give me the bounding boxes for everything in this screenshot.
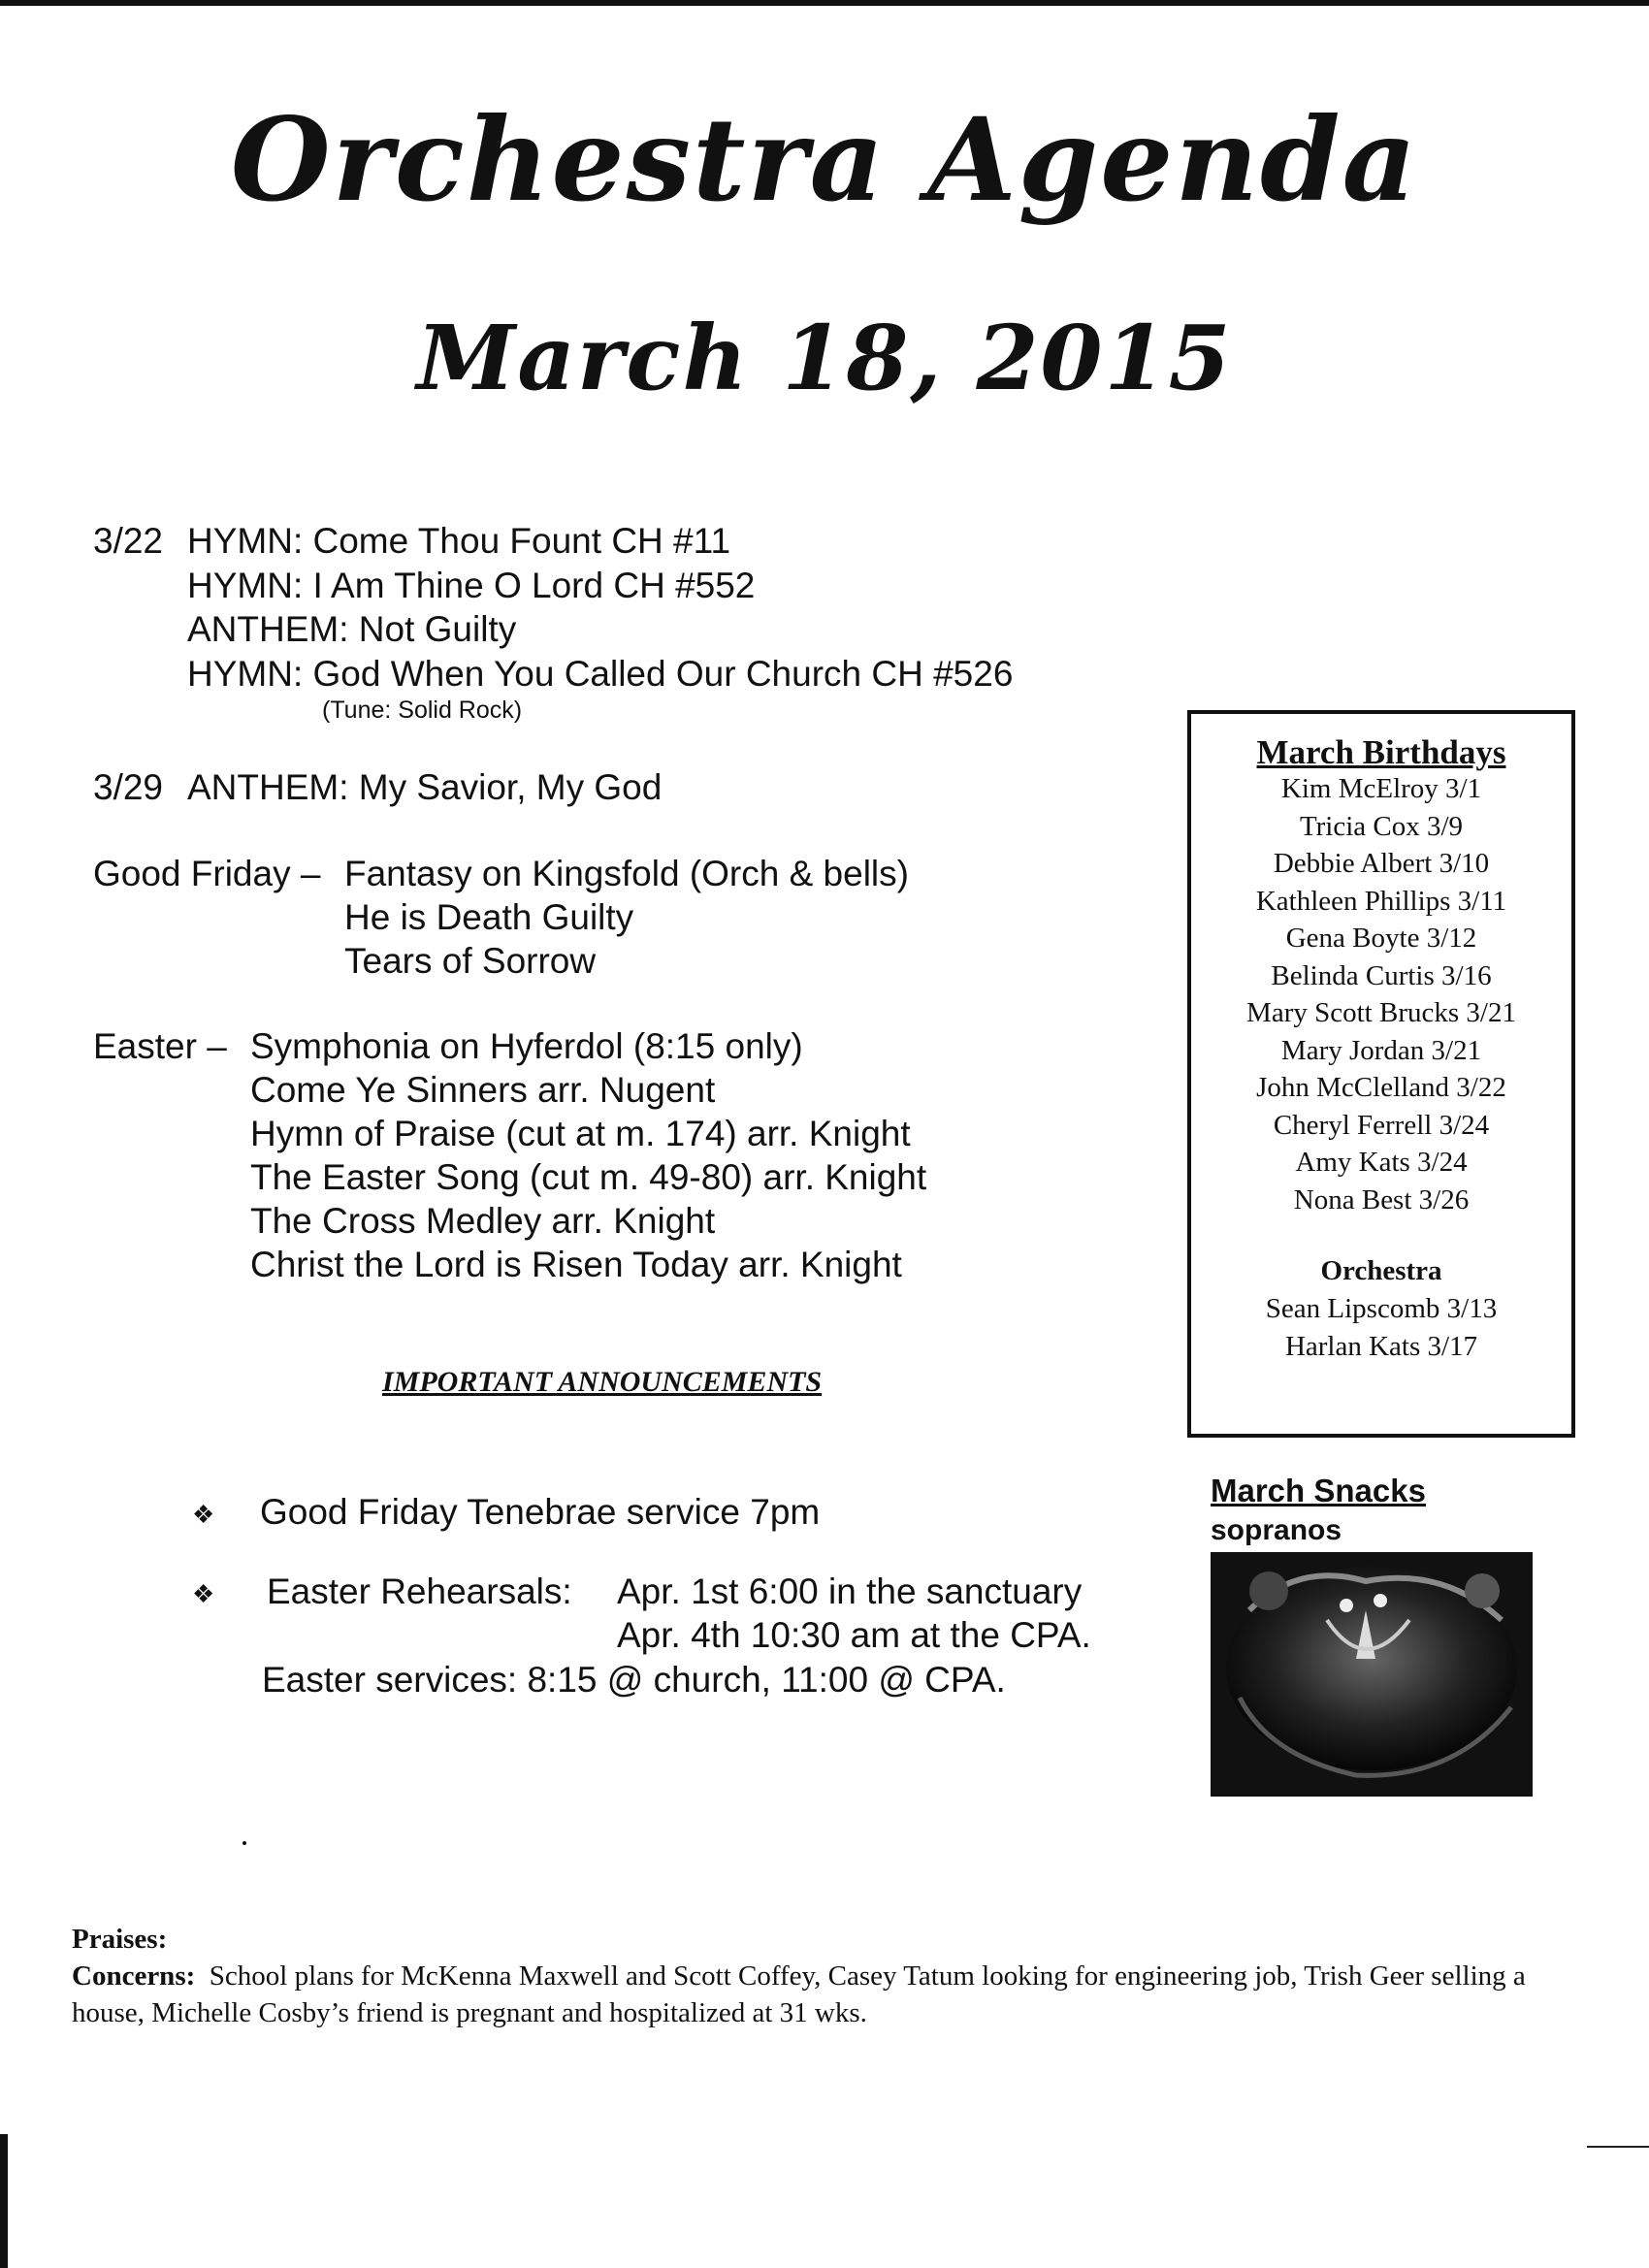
scan-edge-mark [0,2134,8,2268]
agenda-item: HYMN: God When You Called Our Church CH #526 [187,654,1014,694]
birthday-entry: John McClelland 3/22 [1256,1072,1506,1103]
announcements-heading: IMPORTANT ANNOUNCEMENTS [382,1366,823,1398]
birthday-entry: Amy Kats 3/24 [1295,1147,1468,1178]
agenda-item: ANTHEM: Not Guilty [187,609,517,649]
diamond-bullet-icon: ❖ [192,1500,215,1529]
page-title: Orchestra Agenda [230,92,1419,227]
agenda-item: HYMN: I Am Thine O Lord CH #552 [187,566,756,605]
diamond-bullet-icon: ❖ [192,1579,215,1608]
birthday-entry: Debbie Albert 3/10 [1273,848,1490,879]
birthday-entry: Tricia Cox 3/9 [1299,810,1464,842]
agenda-item: ANTHEM: My Savior, My God [187,767,663,807]
top-border-line [0,0,1649,6]
birthdays-title: March Birthdays [1256,733,1506,771]
concerns-text: School plans for McKenna Maxwell and Scott Coffey, Casey Tatum looking for engineering job, Trish Geer selling a house, Michelle Cosby’s friend is pregnant and hospitalized at 31 wks. [72,1960,1526,2028]
snacks-group: sopranos [1211,1514,1342,1546]
snack-photo [1211,1552,1533,1797]
birthday-entry: Harlan Kats 3/17 [1284,1330,1478,1362]
agenda-item: He is Death Guilty [344,897,634,937]
announcement-tenebrae: Good Friday Tenebrae service 7pm [260,1492,821,1532]
birthday-entry: Mary Jordan 3/21 [1280,1034,1482,1066]
praises-concerns [72,1921,1585,2031]
agenda-item: Symphonia on Hyferdol (8:15 only) [250,1026,803,1066]
snacks-title: March Snacks [1211,1473,1426,1508]
birthday-entry: Belinda Curtis 3/16 [1271,959,1492,991]
birthday-entry: Kim McElroy 3/1 [1280,773,1482,804]
agenda-date-3-22: 3/22 [93,521,164,561]
agenda-item: The Cross Medley arr. Knight [250,1201,716,1241]
agenda-item: The Easter Song (cut m. 49-80) arr. Knight [250,1157,927,1197]
birthday-entry: Gena Boyte 3/12 [1285,923,1477,954]
agenda-item: Fantasy on Kingsfold (Orch & bells) [344,854,909,893]
scan-dash-mark [1587,2146,1649,2148]
orchestra-birthdays-list [1191,1290,1571,1365]
birthday-entry: Mary Scott Brucks 3/21 [1246,997,1516,1028]
concerns-label: Concerns: [72,1960,196,1992]
stray-mark [242,1841,246,1845]
agenda-date-3-29: 3/29 [93,767,164,807]
agenda-item: Hymn of Praise (cut at m. 174) arr. Knight [250,1114,911,1153]
orchestra-birthdays-title: Orchestra [1320,1255,1442,1286]
praises-label: Praises: [72,1924,168,1955]
agenda-item: HYMN: Come Thou Fount CH #11 [187,521,731,561]
birthdays-box [1187,710,1575,1438]
birthdays-list [1191,770,1571,1218]
agenda-item: Come Ye Sinners arr. Nugent [250,1070,716,1110]
easter-label: Easter – [93,1026,227,1066]
tune-note: (Tune: Solid Rock) [322,697,523,724]
rehearsal-2: Apr. 4th 10:30 am at the CPA. [617,1615,1091,1655]
page-date: March 18, 2015 [416,306,1233,410]
agenda-item: Tears of Sorrow [344,941,597,981]
agenda-item: Christ the Lord is Risen Today arr. Knight [250,1245,902,1284]
birthday-entry: Sean Lipscomb 3/13 [1265,1293,1498,1324]
rehearsal-1: Apr. 1st 6:00 in the sanctuary [617,1571,1083,1611]
birthday-entry: Kathleen Phillips 3/11 [1255,885,1507,917]
rehearsal-label: Easter Rehearsals: [267,1571,572,1611]
good-friday-label: Good Friday – [93,854,321,893]
easter-services: Easter services: 8:15 @ church, 11:00 @ CPA. [262,1660,1006,1700]
birthday-entry: Nona Best 3/26 [1293,1183,1470,1215]
birthday-entry: Cheryl Ferrell 3/24 [1273,1109,1490,1141]
